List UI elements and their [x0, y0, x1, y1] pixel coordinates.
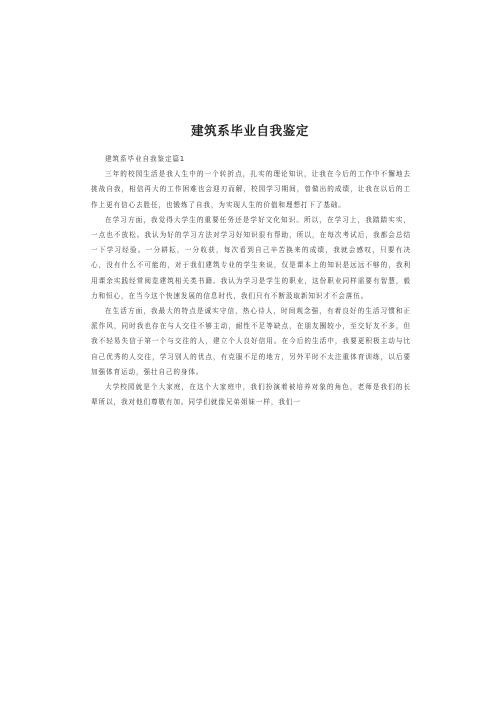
section-subheading: 建筑系毕业自我鉴定篇1: [105, 155, 186, 163]
paragraph-intro: 三年的校园生活是我人生中的一个转折点，扎实的理论知识，让我在今后的工作中不懈地去挑战自我，相信再大的工作困难也会迎刃而解，校园学习期间，曾做出的成绩，让我在以后的工作上更有信心去胜任，也锻炼了自我，为实现人生的价值和理想打下了基础。: [91, 170, 411, 209]
document-body: [91, 152, 411, 410]
page-title: 建筑系毕业自我鉴定: [191, 123, 309, 138]
paragraph-life: 在生活方面，我最大的特点是诚实守信，热心待人，时间观念强，有着良好的生活习惯和正派作风，同时我也存在与人交往不够主动，耐性不足等缺点，在朋友圈较小，至交好友不多，但我不轻易失信于第一个与交往的人，建立个人良好信用。在今后的生活中，我要更积极主动与比自己优秀的人交往，学习别人的优点，有克服不足的地方，另外平时不太注重体育训练，以后要加强体育运动，强壮自己的身体。: [91, 307, 411, 376]
paragraph-campus: 大学校园就是个大家庭，在这个大家庭中，我们扮演着被培养对象的角色，老师是我们的长辈所以，我对他们尊敬有加。同学们就像兄弟姐妹一样，我们一: [91, 383, 411, 407]
paragraph-study: 在学习方面，我觉得大学生的重要任务还是学好文化知识。所以，在学习上，我踏踏实实，一点也不放松。我认为好的学习方法对学习好知识很有帮助，所以，在每次考试后，我都会总结一下学习经验。一分耕耘，一分收获，每次看到自己辛苦换来的成绩，我就会感叹，只要有决心，没有什么不可能的，对于我们建筑专业的学生来说，仅是课本上的知识是远远不够的，我利用课余实践经常阅览建筑相关类书籍。我认为学习是学生的职业，这份职业同样需要有智慧，毅力和恒心，在当今这个快速发展的信息时代，我们只有不断汲取新知识才不会落伍。: [91, 215, 411, 300]
